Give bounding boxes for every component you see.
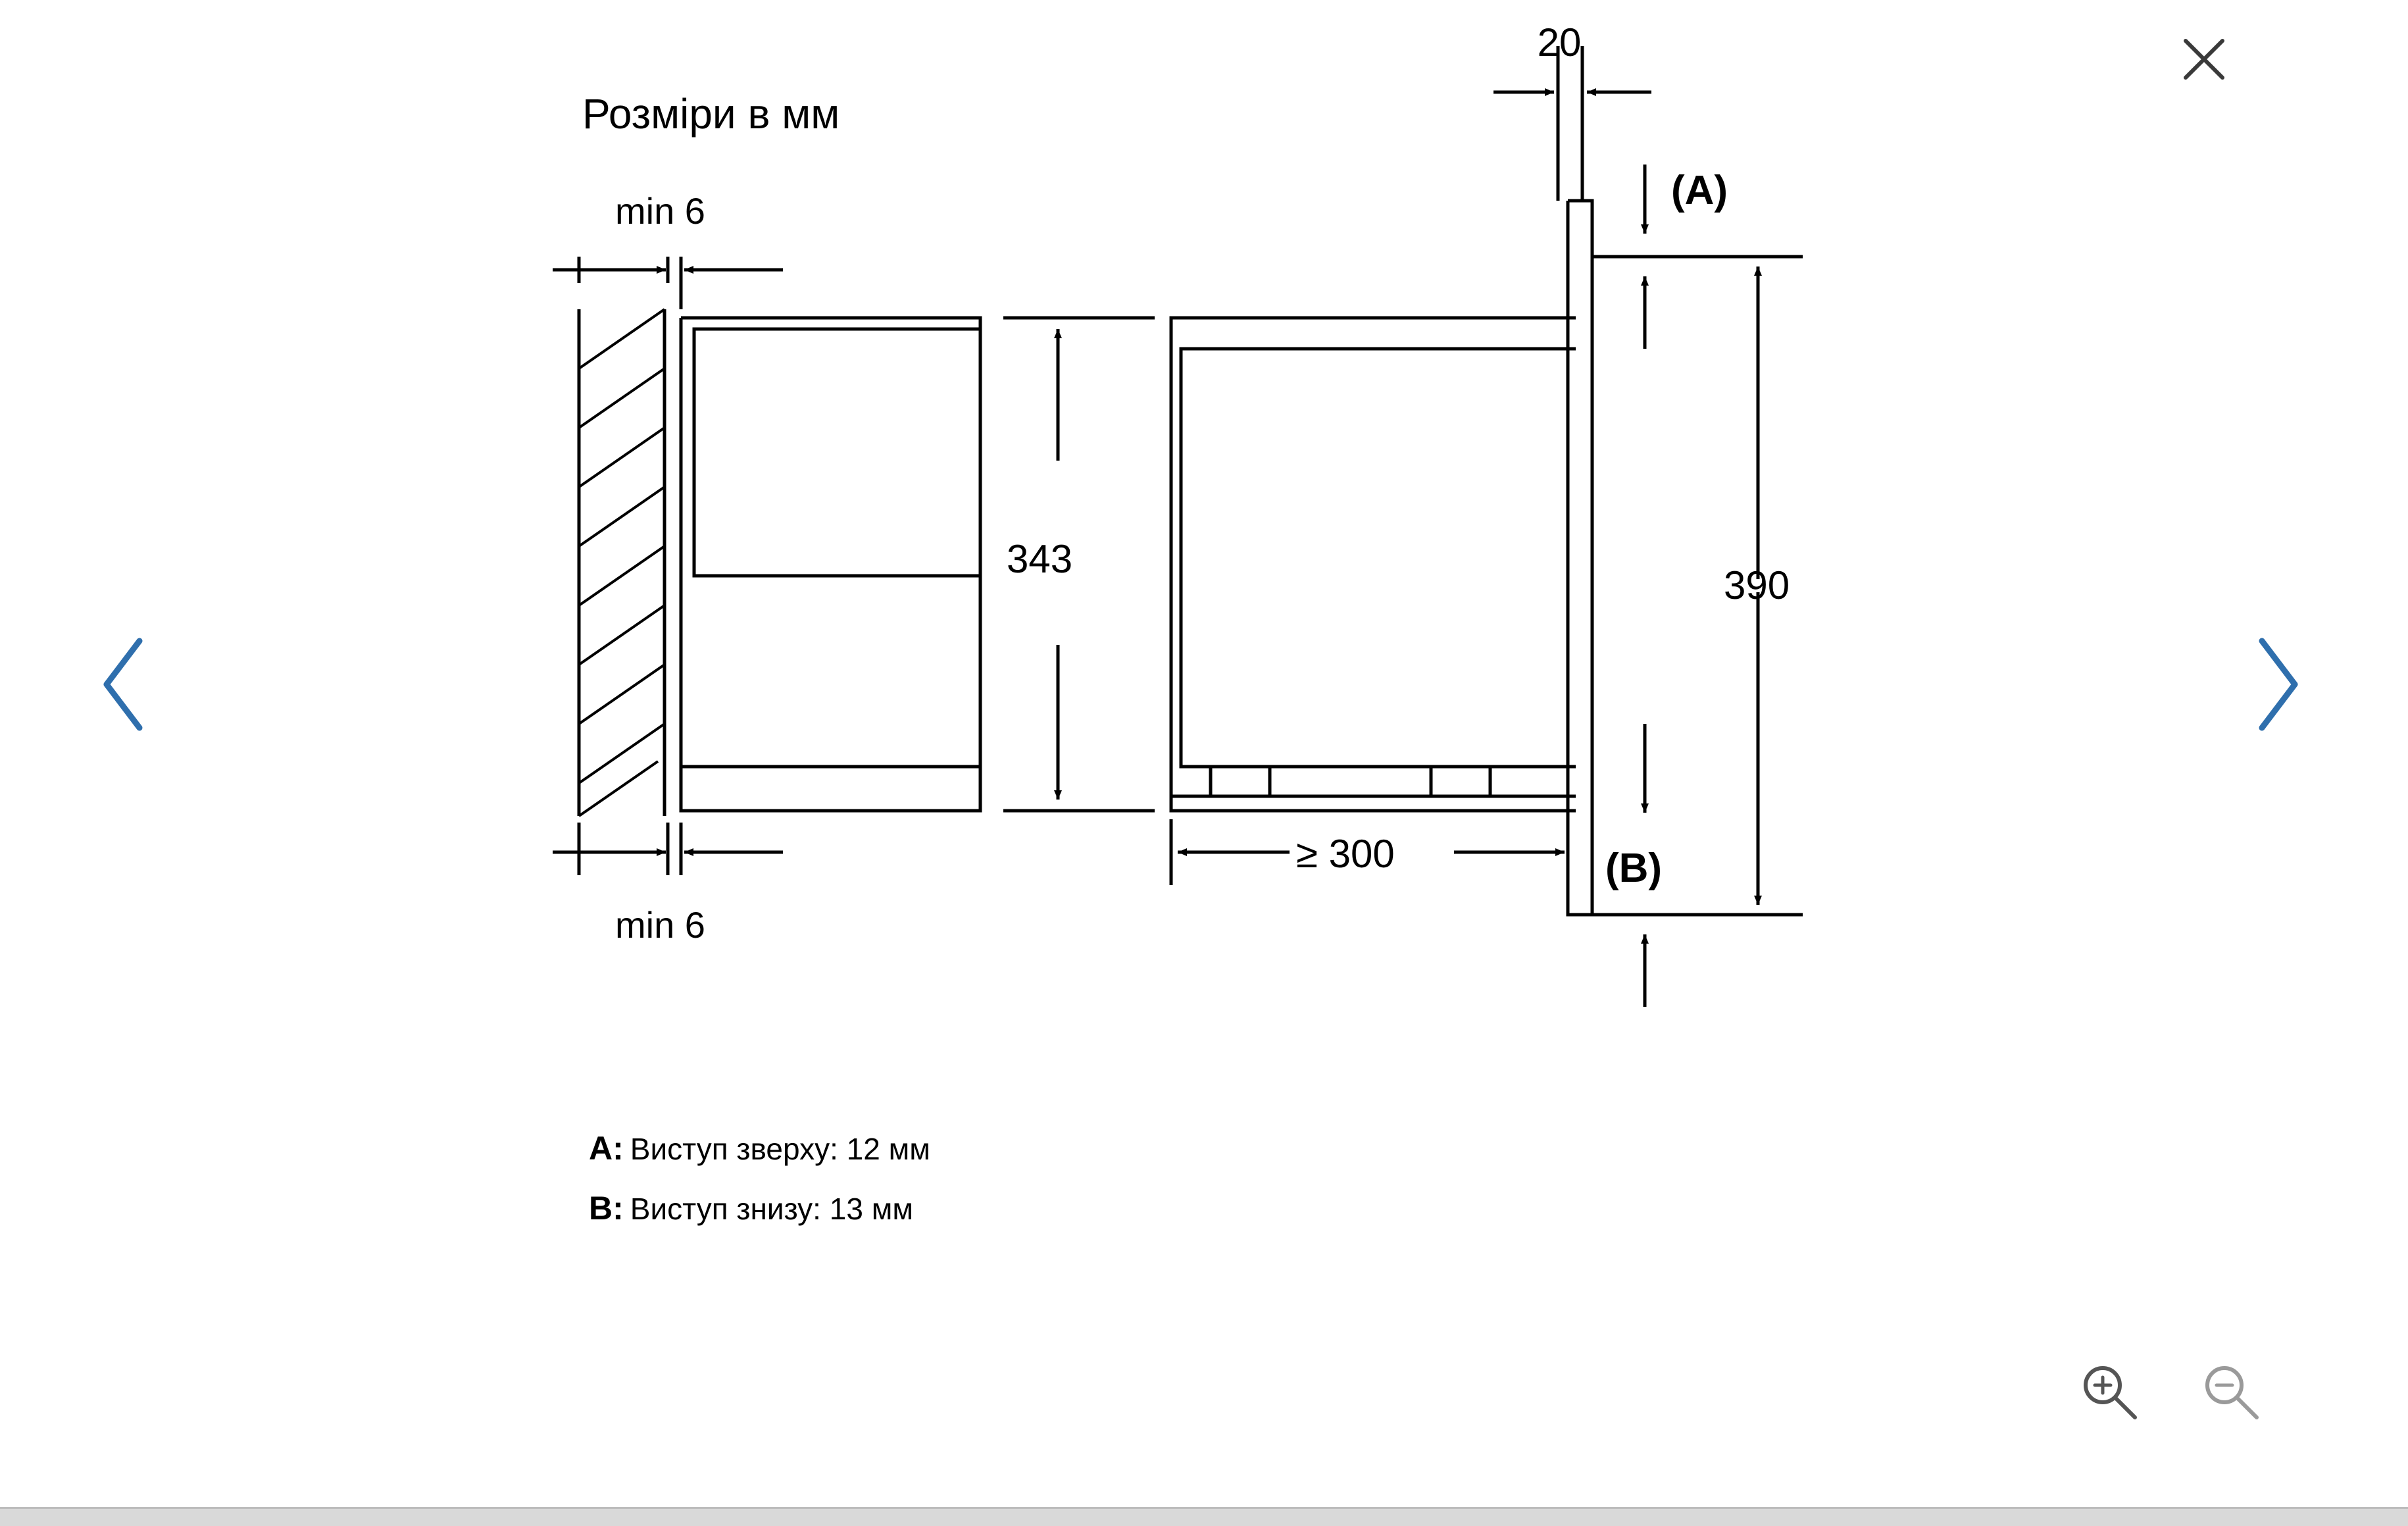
next-image-button[interactable] [2237,632,2309,737]
chevron-right-icon [2262,641,2295,728]
label-min-6-bottom: min 6 [615,904,705,946]
zoom-out-icon [2207,1368,2257,1417]
label-marker-b: (B) [1605,846,1663,891]
label-height-390: 390 [1724,563,1790,607]
close-button[interactable] [2178,33,2230,86]
zoom-in-button[interactable] [2072,1355,2145,1427]
zoom-controls [2072,1355,2290,1427]
note-a-key: A: [589,1130,624,1167]
label-marker-a: (A) [1671,168,1728,213]
chevron-left-icon [107,641,139,728]
label-min-6-top: min 6 [615,190,705,232]
note-b [589,1179,930,1238]
zoom-in-icon [2086,1368,2135,1417]
label-width-20: 20 [1537,20,1582,64]
note-a [589,1119,930,1179]
zoom-out-button[interactable] [2194,1355,2267,1427]
label-depth-300: ≥ 300 [1296,832,1395,876]
note-a-text: Виступ зверху: 12 мм [630,1132,930,1166]
bottom-bar [0,1507,2408,1526]
notes-block [589,1119,930,1238]
close-icon [2186,41,2222,78]
note-b-key: B: [589,1190,624,1227]
previous-image-button[interactable] [92,632,164,737]
note-b-text: Виступ знизу: 13 мм [630,1192,913,1226]
diagram-title: Розміри в мм [582,90,840,138]
label-height-343: 343 [1007,537,1073,581]
